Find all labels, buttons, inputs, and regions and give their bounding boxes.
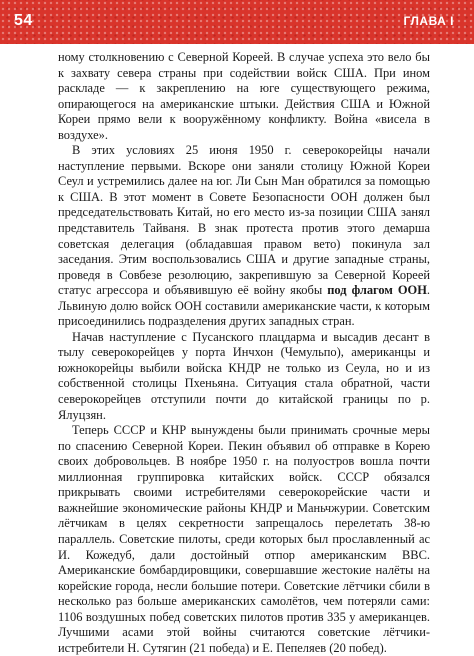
paragraph-2-bold-phrase: под флагом ООН xyxy=(327,283,427,298)
page-number: 54 xyxy=(14,12,33,29)
paragraph-2-text-after: . Львиную долю войск ООН составили американские части, к которым присоединились подразделения других западных стран. xyxy=(58,283,430,329)
chapter-title: ГЛАВА I xyxy=(403,14,454,28)
paragraph-2-text-before: В этих условиях 25 июня 1950 г. северокорейцы начали наступление первыми. Вскоре они заняли столицу Южной Кореи Сеул и устремились далее на юг. Ли Сын Ман обратился за помощью к США. В этот момент в Совете Безопасности ООН должен был председательствовать Китай, но его место из-за позиции США занял представитель Тайваня. В знак протеста против этого демарша советская делегация (обладавшая правом вето) покинула зал заседания. Этим воспользовались США и другие западные страны, проведя в Совбезе резолюцию, закрепившую за Северной Кореей статус агрессора и объявившую её войну якобы xyxy=(58,143,430,298)
paragraph-2 xyxy=(58,143,430,330)
page-body xyxy=(58,50,430,656)
paragraph-1: ному столкновению с Северной Кореей. В случае успеха это вело бы к захвату севера страны при содействии войск США. При ином раскладе — к закреплению на юге существующего режима, опирающегося на американские штыки. Действия США и Южной Кореи прямо вели к вооружённому конфликту. Война «висела в воздухе». xyxy=(58,50,430,142)
paragraph-4: Теперь СССР и КНР вынуждены были принимать срочные меры по спасению Северной Кореи. Пекин объявил об отправке в Корею своих добровольцев. В ноябре 1950 г. на полуостров вошла почти миллионная группировка китайских войск. СССР обязался прикрывать своими истребителями северокорейские части и важнейшие экономические районы КНДР и Маньчжурии. Советским лётчикам в целях секретности запрещалось перелетать 38-ю параллель. Советские пилоты, среди которых был прославленный ас И. Кожедуб, дали достойный отпор американским ВВС. Американские бомбардировщики, совершавшие жестокие налёты на корейские города, несли большие потери. Советские лётчики сбили в несколько раз больше американских самолётов, чем потеряли сами: 1106 воздушных побед советских пилотов против 335 у американцев. Лучшими асами этой войны считаются советские лётчики-истребители Н. Сутягин (21 победа) и Е. Пепеляев (20 побед). xyxy=(58,423,430,655)
paragraph-3: Начав наступление с Пусанского плацдарма и высадив десант в тылу северокорейцев у порта Инчхон (Чемульпо), американцы и южнокорейцы выбили войска КНДР не только из Сеула, но и из собственной столицы Пхеньяна. Ситуация стала обратной, части северокорейцев отступили почти до китайской границы по р. Ялуцзян. xyxy=(58,329,430,422)
page-header xyxy=(0,0,474,44)
